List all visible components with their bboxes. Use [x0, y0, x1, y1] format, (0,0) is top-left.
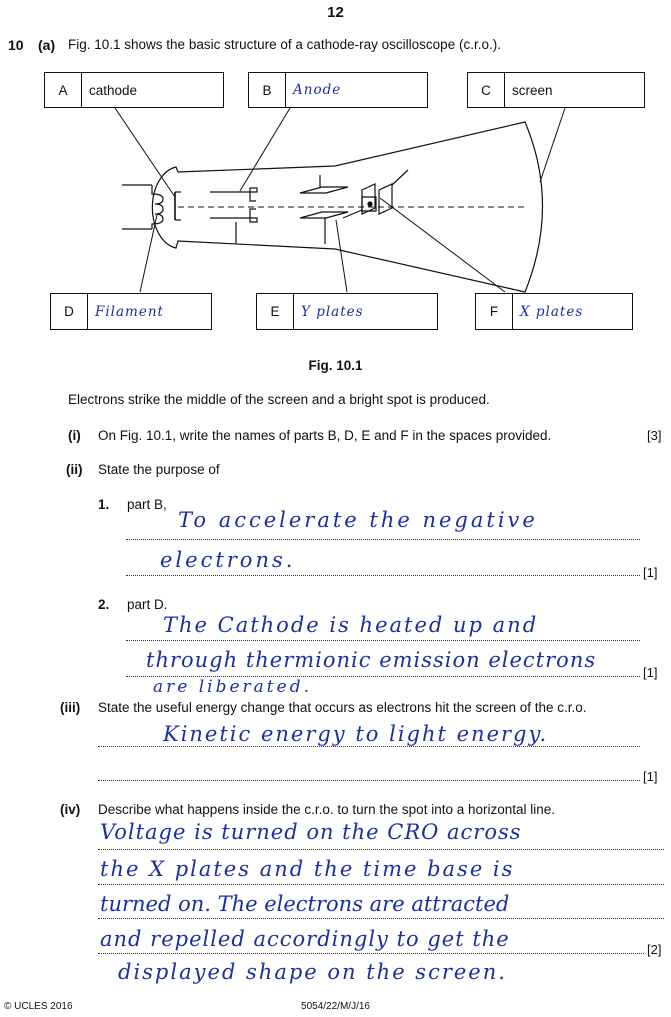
label-box-e [256, 293, 438, 330]
item1-answer-line-2: electrons. [160, 548, 296, 572]
sub-iii-dotted-line [98, 746, 640, 747]
anode [210, 192, 256, 218]
y-plates [300, 187, 348, 218]
footer-copyright: © UCLES 2016 [4, 1001, 73, 1012]
item1-text: part B, [127, 497, 167, 512]
sub-iv-dotted-line [98, 918, 664, 919]
item1-dotted-line [126, 575, 640, 576]
label-answer-e: Y plates [301, 303, 364, 320]
label-answer-b: Anode [293, 82, 342, 98]
sub-iv-dotted-line [98, 849, 664, 850]
footer-code: 5054/22/M/J/16 [301, 1001, 370, 1012]
sub-i-number: (i) [68, 428, 81, 443]
label-box-c [467, 72, 645, 108]
sub-i-text: On Fig. 10.1, write the names of parts B, D, E and F in the spaces provided. [98, 428, 552, 443]
item1-marks: [1] [643, 565, 658, 580]
item1-number: 1. [98, 497, 110, 512]
question-number: 10 [8, 37, 24, 53]
sub-i-marks: [3] [647, 428, 662, 443]
label-letter-d: D [51, 294, 88, 329]
sub-iv-text: Describe what happens inside the c.r.o. to turn the spot into a horizontal line. [98, 802, 556, 817]
item2-answer-line-2: through thermionic emission electrons [146, 648, 597, 672]
sub-iv-dotted-line [98, 884, 664, 885]
sub-iv-number: (iv) [60, 802, 81, 817]
label-answer-f: X plates [520, 303, 584, 320]
item2-answer-line-1: The Cathode is heated up and [163, 613, 539, 637]
sub-iii-dotted-line [98, 780, 640, 781]
figure-caption: Fig. 10.1 [308, 358, 363, 373]
sub-iv-answer-line-4: and repelled accordingly to get the [100, 927, 510, 951]
label-letter-e: E [257, 294, 294, 329]
item1-answer-line-1: To accelerate the negative [178, 508, 538, 532]
sub-iv-answer-line-1: Voltage is turned on the CRO across [100, 820, 522, 844]
item1-dotted-line [126, 539, 640, 540]
question-intro: Fig. 10.1 shows the basic structure of a cathode-ray oscilloscope (c.r.o.). [68, 37, 501, 52]
label-box-b [248, 72, 428, 108]
item2-text: part D. [127, 597, 168, 612]
sub-iv-answer-line-2: the X plates and the time base is [100, 857, 515, 881]
sub-iii-number: (iii) [60, 700, 81, 715]
question-part: (a) [38, 37, 56, 53]
label-text-a: cathode [89, 82, 138, 98]
item2-marks: [1] [643, 665, 658, 680]
item2-dotted-line [126, 640, 640, 641]
page-number: 12 [327, 4, 344, 21]
sub-ii-text: State the purpose of [98, 462, 220, 477]
sub-ii-number: (ii) [66, 462, 83, 477]
sub-iv-answer-line-3: turned on. The electrons are attracted [100, 892, 510, 916]
label-box-d [50, 293, 212, 330]
sub-iii-marks: [1] [643, 769, 658, 784]
label-box-a [44, 72, 224, 108]
sub-iii-text: State the useful energy change that occurs as electrons hit the screen of the c.r.o. [98, 700, 587, 715]
label-letter-a: A [45, 73, 82, 107]
sub-iv-dotted-line [98, 953, 644, 954]
statement: Electrons strike the middle of the screen and a bright spot is produced. [68, 392, 490, 407]
sub-iv-answer-line-5: displayed shape on the screen. [118, 960, 507, 984]
item2-answer-line-3: are liberated. [153, 677, 312, 697]
label-letter-f: F [476, 294, 513, 329]
label-letter-c: C [468, 73, 505, 107]
label-letter-b: B [249, 73, 286, 107]
sub-iii-answer: Kinetic energy to light energy. [163, 722, 549, 746]
label-text-c: screen [512, 82, 553, 98]
x-plates [362, 184, 392, 214]
label-box-f [475, 293, 633, 330]
sub-iv-marks: [2] [647, 942, 662, 957]
label-answer-d: Filament [95, 303, 164, 320]
item2-number: 2. [98, 597, 110, 612]
